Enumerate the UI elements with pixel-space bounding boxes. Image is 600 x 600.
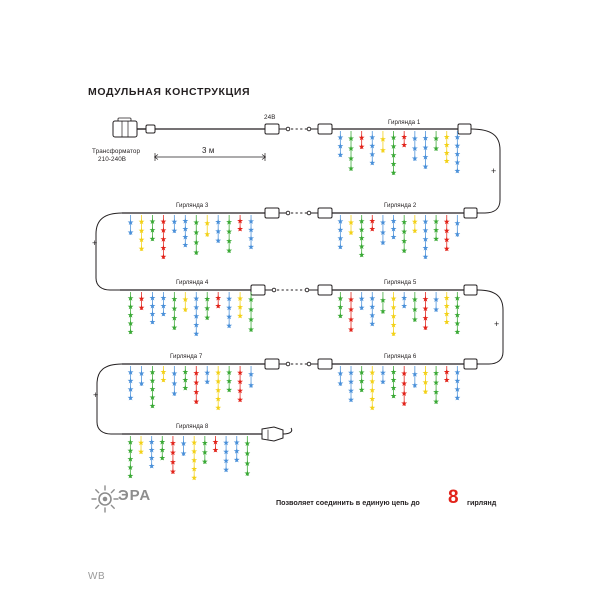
strand-label-1: Гирлянда 1	[388, 119, 421, 126]
strand-label-2: Гирлянда 2	[384, 202, 417, 209]
strand-label-8: Гирлянда 8	[176, 423, 209, 430]
plus-sign-4: +	[93, 390, 99, 400]
footer-text-after: гирлянд	[467, 498, 497, 507]
cable-length-label: 3 м	[202, 146, 215, 155]
strand-label-7: Гирлянда 7	[170, 353, 203, 360]
strand-label-6: Гирлянда 6	[384, 353, 417, 360]
voltage-label: 24В	[264, 114, 276, 121]
strand-label-4: Гирлянда 4	[176, 279, 209, 286]
page-title: МОДУЛЬНАЯ КОНСТРУКЦИЯ	[88, 86, 251, 98]
plus-sign-1: +	[491, 166, 497, 176]
footer-text-before: Позволяет соединить в единую цепь до	[276, 498, 420, 507]
strand-label-5: Гирлянда 5	[384, 279, 417, 286]
footer-count: 8	[448, 487, 459, 508]
watermark: WB	[88, 571, 106, 582]
transformer-label-line1: Трансформатор	[92, 148, 141, 155]
brand-logo-text: ЭРА	[118, 487, 152, 504]
plus-sign-3: +	[494, 319, 500, 329]
strand-label-3: Гирлянда 3	[176, 202, 209, 209]
plus-sign-2: +	[92, 238, 98, 248]
transformer-label-line2: 210-240В	[98, 156, 127, 163]
